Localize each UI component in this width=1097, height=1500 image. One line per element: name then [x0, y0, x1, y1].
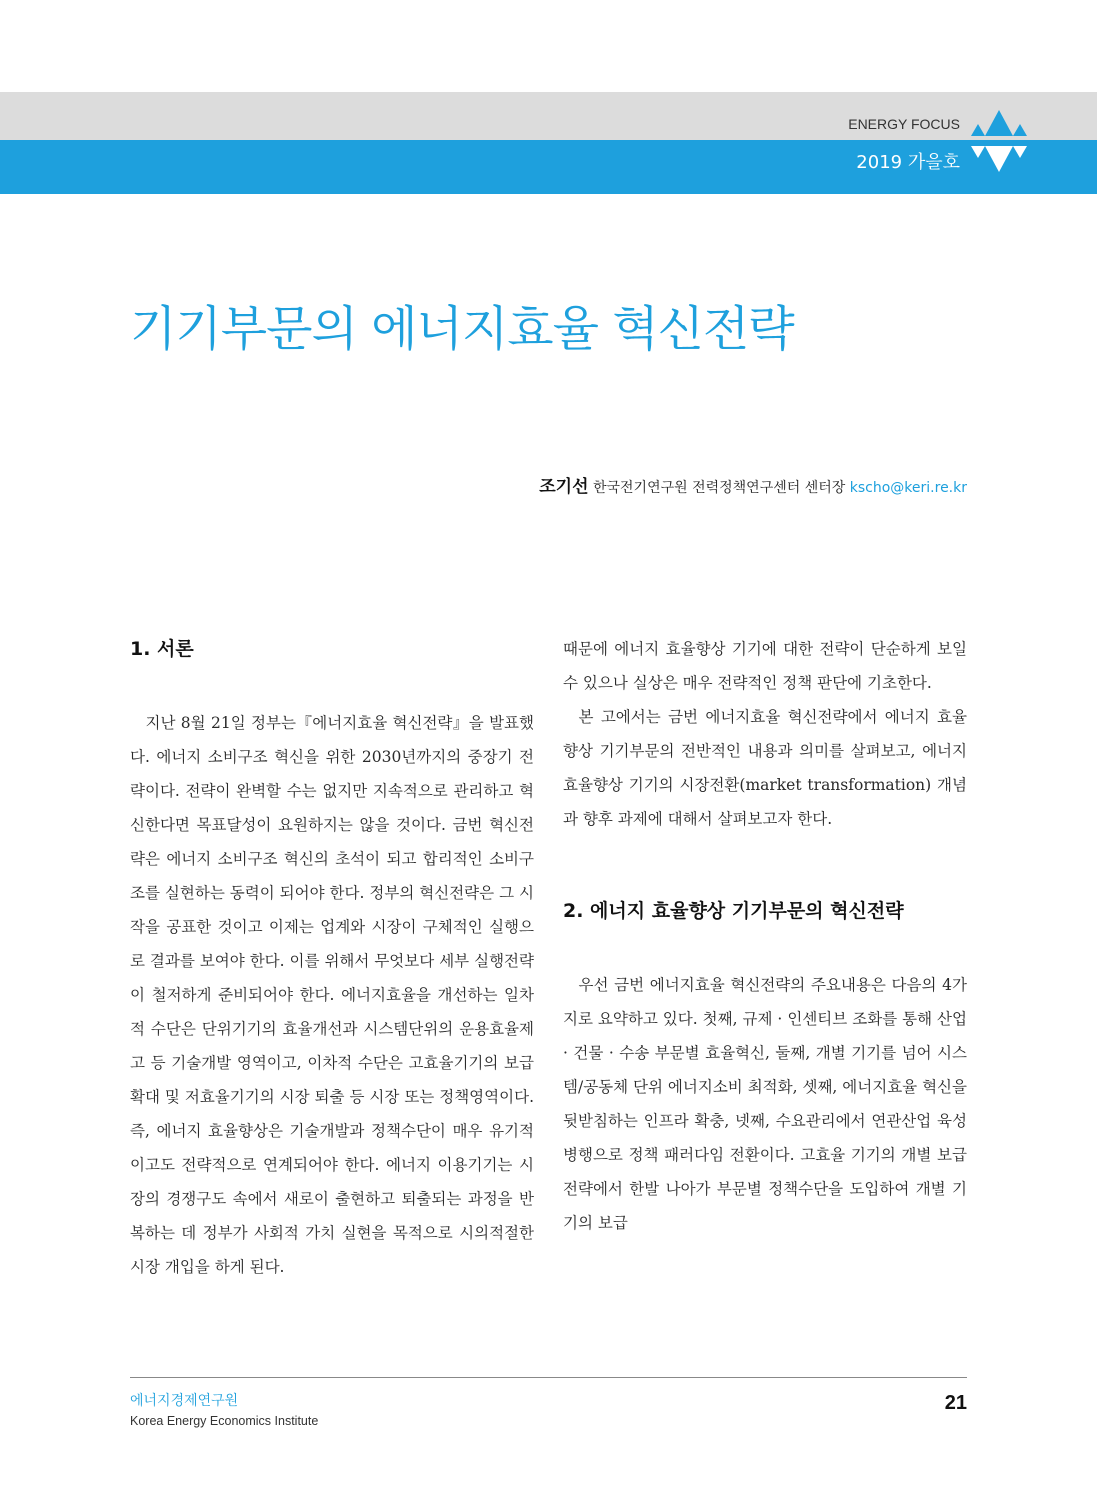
- author-email[interactable]: kscho@keri.re.kr: [849, 480, 967, 496]
- footer-org-english: Korea Energy Economics Institute: [130, 1414, 319, 1428]
- column-right: [563, 632, 967, 1240]
- author-name: 조기선: [539, 477, 589, 497]
- author-affiliation: 한국전기연구원 전력정책연구센터 센터장: [592, 480, 846, 496]
- paragraph: 우선 금번 에너지효율 혁신전략의 주요내용은 다음의 4가지로 요약하고 있다. 첫째, 규제 · 인센티브 조화를 통해 산업 · 건물 · 수송 부문별 효율혁신, 둘째, 개별 기기를 넘어 시스템/공동체 단위 에너지소비 최적화, 셋째, 에너지효율 혁신을 뒷받침하는 인프라 확충, 넷째, 수요관리에서 연관산업 육성병행으로 정책 패러다임 전환이다. 고효율 기기의 개별 보급 전략에서 한발 나아가 부문별 정책수단을 도입하여 개별 기기의 보급: [563, 976, 967, 1232]
- issue-label: 2019 가을호: [856, 152, 960, 173]
- byline: [539, 472, 967, 497]
- section-heading: 2. 에너지 효율향상 기기부문의 혁신전략: [563, 900, 904, 922]
- paragraph: 때문에 에너지 효율향상 기기에 대한 전략이 단순하게 보일 수 있으나 실상은 매우 전략적인 정책 판단에 기초한다.: [563, 640, 967, 692]
- energy-focus-logo-icon: [969, 108, 1029, 174]
- footer-org-korean: 에너지경제연구원: [130, 1393, 239, 1409]
- magazine-name: ENERGY FOCUS: [848, 116, 960, 132]
- section-heading: 1. 서론: [130, 638, 194, 660]
- column-left: [130, 632, 534, 1284]
- footer-divider: [130, 1377, 967, 1378]
- article-title: 기기부문의 에너지효율 혁신전략: [130, 301, 794, 357]
- paragraph: 본 고에서는 금번 에너지효율 혁신전략에서 에너지 효율향상 기기부문의 전반적인 내용과 의미를 살펴보고, 에너지 효율향상 기기의 시장전환(market transformation) 개념과 향후 과제에 대해서 살펴보고자 한다.: [563, 708, 967, 828]
- page-number: 21: [944, 1392, 967, 1414]
- paragraph: 지난 8월 21일 정부는『에너지효율 혁신전략』을 발표했다. 에너지 소비구조 혁신을 위한 2030년까지의 중장기 전략이다. 전략이 완벽할 수는 없지만 지속적으로 관리하고 혁신한다면 목표달성이 요원하지는 않을 것이다. 금번 혁신전략은 에너지 소비구조 혁신의 초석이 되고 합리적인 소비구조를 실현하는 동력이 되어야 한다. 정부의 혁신전략은 그 시작을 공표한 것이고 이제는 업계와 시장이 구체적인 실행으로 결과를 보여야 한다. 이를 위해서 무엇보다 세부 실행전략이 철저하게 준비되어야 한다. 에너지효율을 개선하는 일차적 수단은 단위기기의 효율개선과 시스템단위의 운용효율제고 등 기술개발 영역이고, 이차적 수단은 고효율기기의 보급 확대 및 저효율기기의 시장 퇴출 등 시장 또는 정책영역이다. 즉, 에너지 효율향상은 기술개발과 정책수단이 매우 유기적이고도 전략적으로 연계되어야 한다. 에너지 이용기기는 시장의 경쟁구도 속에서 새로이 출현하고 퇴출되는 과정을 반복하는 데 정부가 사회적 가치 실현을 목적으로 시의적절한 시장 개입을 하게 된다.: [130, 714, 534, 1276]
